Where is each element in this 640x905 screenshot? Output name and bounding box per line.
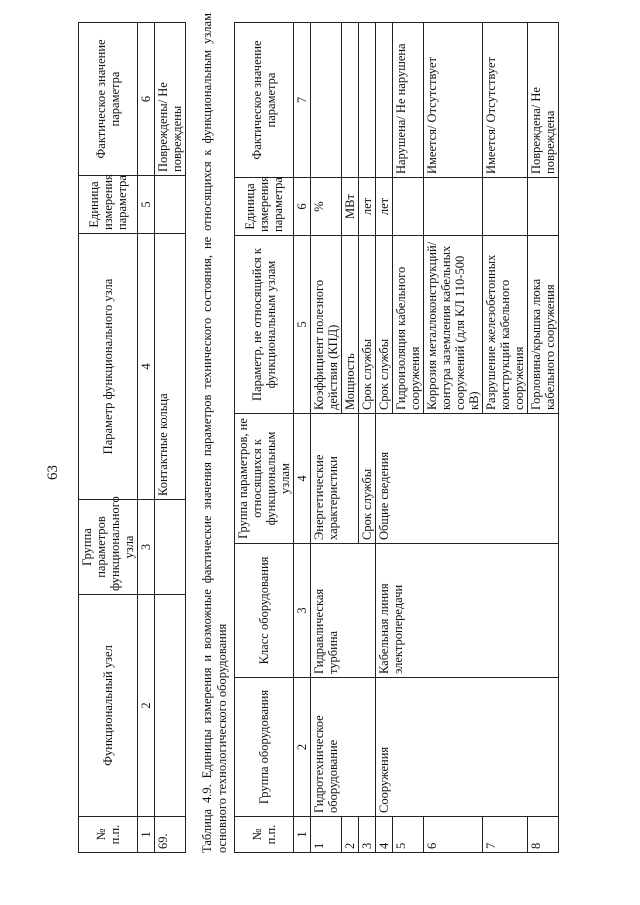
row-number: 5 — [393, 817, 424, 853]
actual-value: Имеется/ Отсутствует — [424, 23, 483, 178]
index-cell: 4 — [294, 414, 311, 544]
unit — [424, 178, 483, 236]
actual-value: Повреждена/ Не повреждена — [528, 23, 559, 178]
unit: лет — [359, 178, 376, 236]
row-number: 4 — [376, 817, 393, 853]
row-number: 69. — [155, 817, 186, 853]
parameter: Коэффициент полезного действия (КПД) — [311, 236, 342, 414]
equipment-class: Кабельная линия электропередачи — [376, 544, 559, 678]
equipment-class: Гидравлическая турбина — [311, 544, 376, 678]
header-cell: Функциональный узел — [79, 595, 138, 817]
index-cell: 2 — [294, 678, 311, 817]
parameter: Мощность — [342, 236, 359, 414]
header-cell: Фактическое значение параметра — [79, 23, 138, 176]
unit — [155, 176, 186, 234]
unit: лет — [376, 178, 393, 236]
index-cell: 5 — [138, 176, 155, 234]
functional-node — [155, 595, 186, 817]
header-cell: Фактическое значение параметра — [235, 23, 294, 178]
unit — [393, 178, 424, 236]
row-number: 2 — [342, 817, 359, 853]
parameter-group: Общие сведения — [376, 414, 559, 544]
header-cell: Класс оборудования — [235, 544, 294, 678]
header-cell: Группа параметров функционального узла — [79, 500, 138, 595]
header-cell: Единица измерения параметра — [79, 176, 138, 234]
table-index-row — [138, 23, 155, 853]
header-cell: Параметр, не относящийся к функциональным узлам — [235, 236, 294, 414]
row-number: 6 — [424, 817, 483, 853]
page-number: 63 — [45, 465, 61, 480]
equipment-group: Сооружения — [376, 678, 559, 817]
table-caption: Таблица 4.9. Единицы измерения и возможные фактические значения параметров технического состояния, не относящихся к функциональным узлам основного технологического оборудования — [200, 13, 229, 853]
table-row — [311, 23, 342, 853]
header-cell: Группа параметров, не относящихся к функциональным узлам — [235, 414, 294, 544]
row-number: 1 — [311, 817, 342, 853]
row-number: 8 — [528, 817, 559, 853]
parameter: Контактные кольца — [155, 234, 186, 500]
row-number: 3 — [359, 817, 376, 853]
index-cell: 7 — [294, 23, 311, 178]
index-cell: 3 — [138, 500, 155, 595]
index-cell: 4 — [138, 234, 155, 500]
row-number: 7 — [483, 817, 528, 853]
index-cell: 5 — [294, 236, 311, 414]
actual-value: Имеется/ Отсутствует — [483, 23, 528, 178]
table-index-row — [294, 23, 311, 853]
non-functional-parameters-table — [234, 22, 559, 853]
index-cell: 6 — [294, 178, 311, 236]
unit: % — [311, 178, 342, 236]
header-cell: № п.п. — [79, 817, 138, 853]
index-cell: 1 — [294, 817, 311, 853]
parameter: Срок службы — [359, 236, 376, 414]
actual-value — [311, 23, 342, 178]
unit — [528, 178, 559, 236]
parameter: Коррозия металлоконструкций/ контура заземления кабельных сооружений (для КЛ 110-500 кВ) — [424, 236, 483, 414]
header-cell: Единица измерения параметра — [235, 178, 294, 236]
parameter: Срок службы — [376, 236, 393, 414]
index-cell: 6 — [138, 23, 155, 176]
header-cell: Параметр функционального узла — [79, 234, 138, 500]
actual-value — [376, 23, 393, 178]
table-header-row — [79, 23, 138, 853]
parameters-table-continued — [78, 22, 186, 853]
table-row — [376, 23, 393, 853]
actual-value: Повреждены/ Не повреждены — [155, 23, 186, 176]
header-cell: Группа оборудования — [235, 678, 294, 817]
parameter-group: Энергетические характеристики — [311, 414, 359, 544]
parameter-group — [155, 500, 186, 595]
index-cell: 1 — [138, 817, 155, 853]
unit: МВт — [342, 178, 359, 236]
parameter-group: Срок службы — [359, 414, 376, 544]
index-cell: 3 — [294, 544, 311, 678]
parameter: Гидроизоляция кабельного сооружения — [393, 236, 424, 414]
parameter: Горловина/крышка люка кабельного сооружения — [528, 236, 559, 414]
equipment-group: Гидротехническое оборудование — [311, 678, 376, 817]
actual-value — [359, 23, 376, 178]
table-header-row — [235, 23, 294, 853]
header-cell: № п.п. — [235, 817, 294, 853]
unit — [483, 178, 528, 236]
parameter: Разрушение железобетонных конструкций кабельного сооружения — [483, 236, 528, 414]
index-cell: 2 — [138, 595, 155, 817]
actual-value — [342, 23, 359, 178]
actual-value: Нарушена/ Не нарушена — [393, 23, 424, 178]
table-row — [155, 23, 186, 853]
